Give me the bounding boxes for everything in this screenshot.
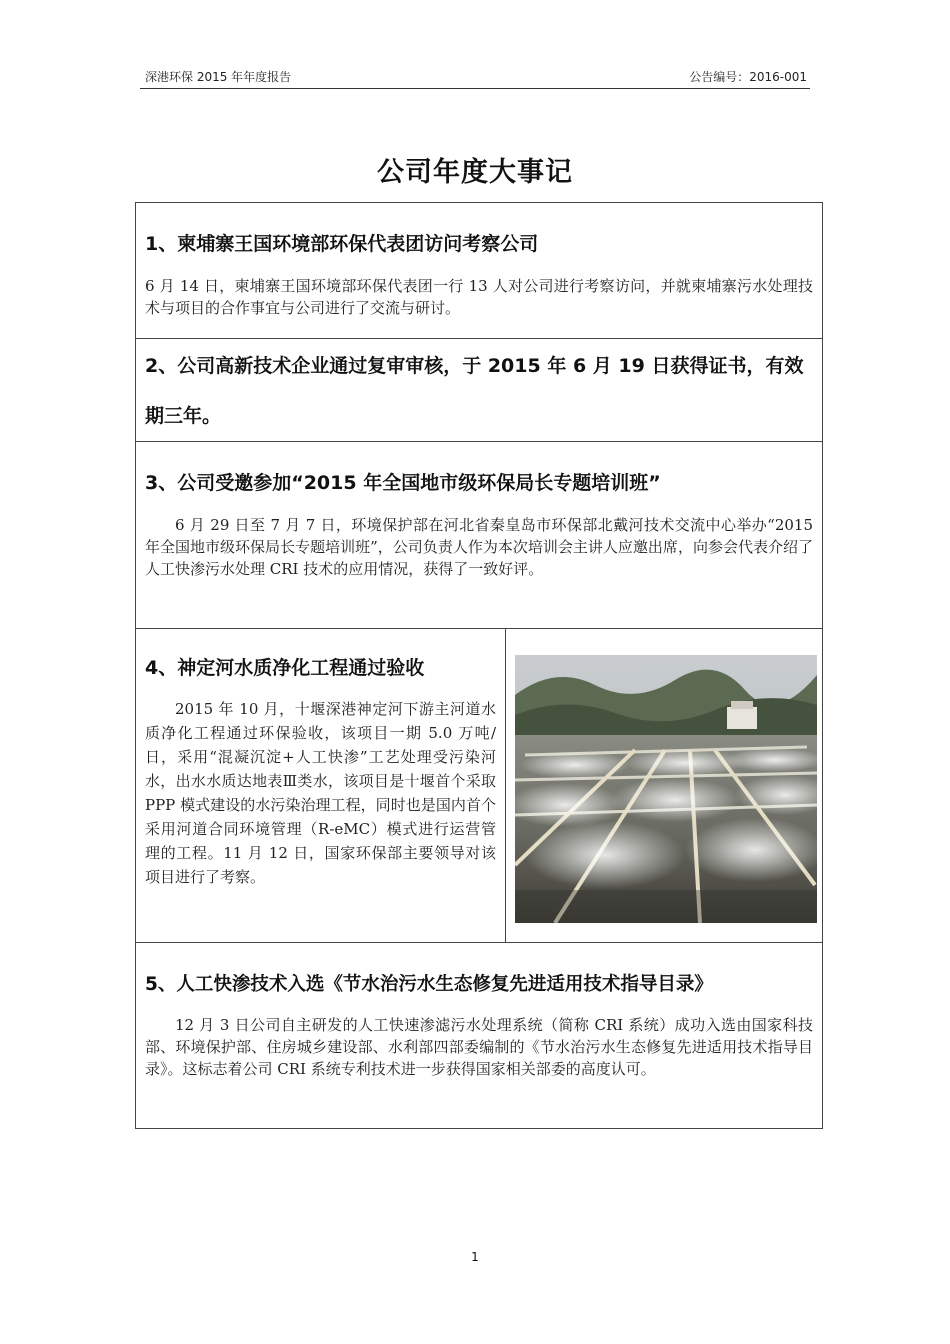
event-heading: 2、公司高新技术企业通过复审审核，于 2015 年 6 月 19 日获得证书，有效期三年。 — [145, 355, 804, 427]
event-row — [136, 442, 823, 629]
events-table — [135, 202, 823, 1129]
event-row — [136, 203, 823, 339]
page-number: 1 — [471, 1250, 479, 1264]
event-body: 12 月 3 日公司自主研发的人工快速渗滤污水处理系统（简称 CRI 系统）成功入选由国家科技部、环境保护部、住房城乡建设部、水利部四部委编制的《节水治污水生态修复先进适用技术指导目录》。这标志着公司 CRI 系统专利技术进一步获得国家相关部委的高度认可。 — [145, 1016, 814, 1078]
event-heading: 1、柬埔寨王国环境部环保代表团访问考察公司 — [145, 233, 539, 255]
event-body: 6 月 14 日，柬埔寨王国环境部环保代表团一行 13 人对公司进行考察访问，并就柬埔寨污水处理技术与项目的合作事宜与公司进行了交流与研讨。 — [145, 277, 814, 317]
photo-cell — [506, 629, 823, 943]
event-cell — [136, 442, 823, 629]
event-heading: 5、人工快渗技术入选《节水治污水生态修复先进适用技术指导目录》 — [145, 974, 713, 995]
header-right: 公告编号：2016-001 — [689, 70, 807, 84]
event-heading: 3、公司受邀参加“2015 年全国地市级环保局长专题培训班” — [145, 472, 661, 494]
event-row — [136, 629, 823, 943]
header-left: 深港环保 2015 年年度报告 — [145, 70, 292, 84]
event-body: 2015 年 10 月，十堰深港神定河下游主河道水质净化工程通过环保验收，该项目一期 5.0 万吨/日，采用“混凝沉淀+人工快渗”工艺处理受污染河水，出水水质达地表Ⅲ类水，该项目是十堰首个采取 PPP 模式建设的水污染治理工程，同时也是国内首个采用河道合同环境管理（R-eMC）模式进行运营管理的工程。11 月 12 日，国家环保部主要领导对该项目进行了考察。 — [145, 700, 496, 886]
infiltration-basin-image — [515, 655, 817, 923]
event-cell — [136, 203, 823, 339]
header-rule — [140, 88, 810, 89]
event-cell — [136, 943, 823, 1129]
page-title: 公司年度大事记 — [377, 157, 573, 188]
event-row — [136, 943, 823, 1129]
event-cell — [136, 339, 823, 442]
project-photo — [515, 655, 817, 923]
event-body: 6 月 29 日至 7 月 7 日，环境保护部在河北省秦皇岛市环保部北戴河技术交流中心举办“2015 年全国地市级环保局长专题培训班”，公司负责人作为本次培训会主讲人应邀出席，向参会代表介绍了人工快渗污水处理 CRI 技术的应用情况，获得了一致好评。 — [145, 516, 814, 578]
event-cell — [136, 629, 506, 943]
event-row — [136, 339, 823, 442]
event-heading: 4、神定河水质净化工程通过验收 — [145, 657, 425, 679]
